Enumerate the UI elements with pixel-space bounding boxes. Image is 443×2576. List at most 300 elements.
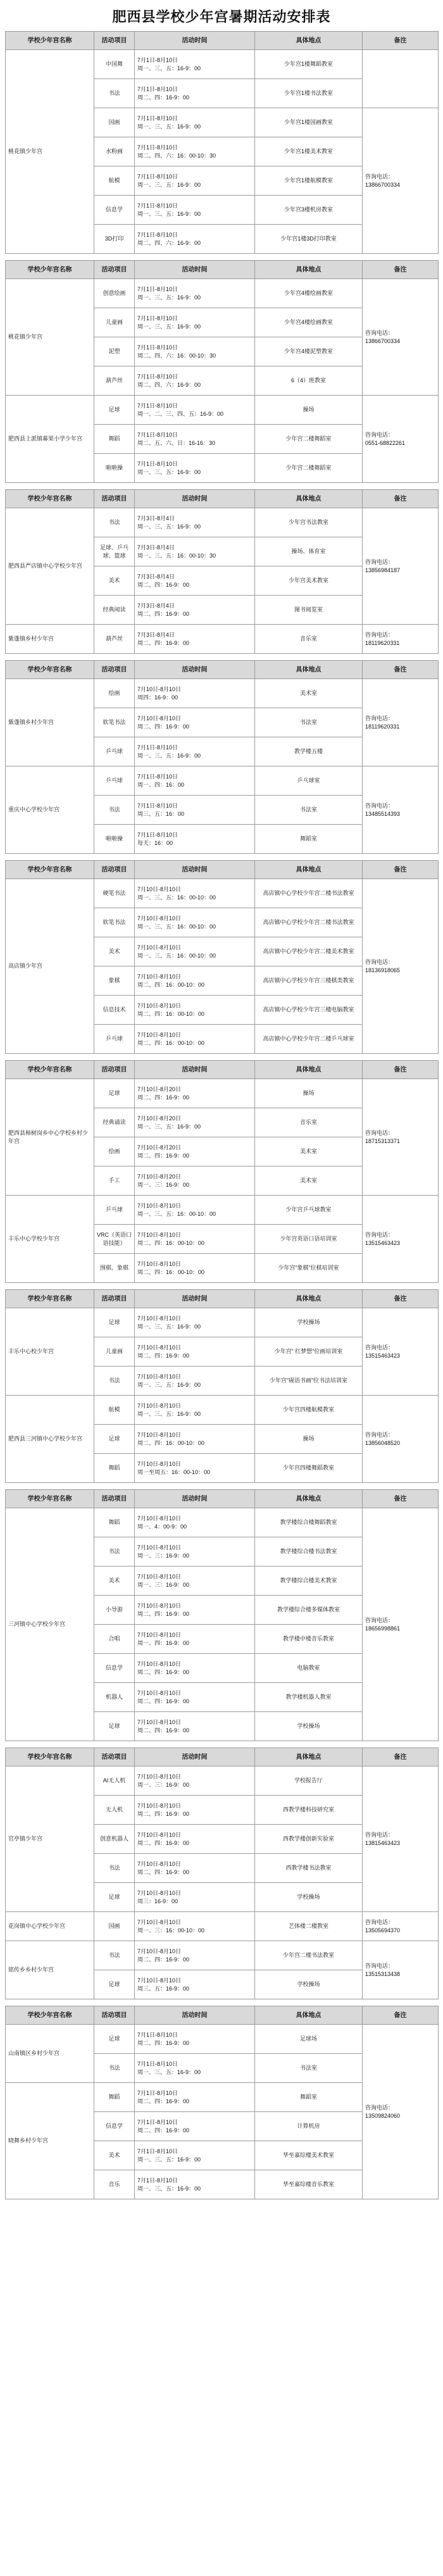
- column-header: 备注: [363, 261, 439, 279]
- school-name-cell: 肥西县上派镇幕果小学少年宫: [6, 396, 94, 483]
- activity-cell: 创意绘画: [94, 279, 135, 308]
- place-cell: 操场: [255, 1425, 363, 1454]
- column-header: 活动项目: [94, 2006, 135, 2025]
- note-cell: 咨询电话： 13515313438: [363, 1941, 439, 1999]
- time-cell: 7月10日-8月10日 周二、四：16：00-10：00: [135, 1425, 255, 1454]
- place-cell: 操场: [255, 396, 363, 425]
- schedule-table: [5, 1289, 439, 1483]
- time-cell: 7月10日-8月10日 周一、三：16-9：00: [135, 1566, 255, 1596]
- activity-cell: 合唱: [94, 1625, 135, 1654]
- column-header: 备注: [363, 1061, 439, 1079]
- school-name-cell: 铭传乡乡村少年宫: [6, 1941, 94, 1999]
- school-name-cell: 三河镇中心学校少年宫: [6, 1508, 94, 1741]
- time-cell: 7月1日-8月10日 周一、三、五：16-9：00: [135, 2170, 255, 2199]
- place-cell: 少年宫四楼航模教室: [255, 1396, 363, 1425]
- activity-cell: 足球: [94, 1308, 135, 1337]
- activity-cell: 绘画: [94, 1137, 135, 1166]
- activity-cell: 软笔书法: [94, 708, 135, 737]
- time-cell: 7月10日-8月20日 周二、四：16-9：00: [135, 1137, 255, 1166]
- activity-cell: 书法: [94, 796, 135, 825]
- time-cell: 7月10日-8月10日 周一、三、五：16：00-10：00: [135, 908, 255, 937]
- table-row: [6, 766, 439, 796]
- place-cell: 少年宫四楼舞蹈教室: [255, 1454, 363, 1483]
- activity-cell: 啦啦操: [94, 454, 135, 483]
- time-cell: 7月1日-8月10日 周二、四：16-9：00: [135, 2083, 255, 2112]
- place-cell: 艺体楼二楼教室: [255, 1912, 363, 1941]
- column-header: 活动项目: [94, 1748, 135, 1766]
- time-cell: 7月1日-8月10日 周二、五、六、日：16-16：30: [135, 425, 255, 454]
- table-row: [6, 1196, 439, 1225]
- place-cell: 少年宫“ 红梦想”位画培训室: [255, 1337, 363, 1366]
- note-cell: 咨询电话： 13856048520: [363, 1396, 439, 1483]
- place-cell: 学校操场: [255, 1308, 363, 1337]
- place-cell: 少年宫二楼舞蹈室: [255, 425, 363, 454]
- school-name-cell: 紫蓬镇乡村少年宫: [6, 625, 94, 654]
- school-name-cell: 山南镇区乡村少年宫: [6, 2025, 94, 2083]
- time-cell: 7月10日-8月10日 周二、四：16：00-10：00: [135, 966, 255, 996]
- time-cell: 7月1日-8月10日 周二、四：16-9：00: [135, 2112, 255, 2141]
- school-name-cell: 丰乐中心校少年宫: [6, 1308, 94, 1396]
- activity-cell: 信息学: [94, 1654, 135, 1683]
- time-cell: 7月10日-8月10日 周二、四：16-9：00: [135, 708, 255, 737]
- note-cell: [363, 50, 439, 108]
- place-cell: 教学楼五楼: [255, 737, 363, 766]
- place-cell: 少年宫乒乓球教室: [255, 1196, 363, 1225]
- activity-cell: 软笔书法: [94, 908, 135, 937]
- activity-cell: 足球: [94, 1970, 135, 1999]
- activity-cell: 围棋、象棋: [94, 1254, 135, 1283]
- activity-cell: 儿童画: [94, 308, 135, 337]
- column-header: 备注: [363, 490, 439, 508]
- time-cell: 7月10日-8月10日 周二、四：16-9：00: [135, 1596, 255, 1625]
- place-cell: 教学楼中楼音乐教室: [255, 1625, 363, 1654]
- place-cell: 书法室: [255, 2054, 363, 2083]
- table-row: [6, 1766, 439, 1796]
- activity-cell: 美术: [94, 566, 135, 596]
- table-header-row: [6, 261, 439, 279]
- column-header: 备注: [363, 1290, 439, 1308]
- time-cell: 7月10日-8月10日 周二、四：16-9：00: [135, 1825, 255, 1854]
- column-header: 具体地点: [255, 1290, 363, 1308]
- time-cell: 7月10日-8月10日 周一、三、五：16：00-10：00: [135, 937, 255, 966]
- school-name-cell: 肥西县三河镇中心学校少年宫: [6, 1396, 94, 1483]
- column-header: 学校少年宫名称: [6, 1748, 94, 1766]
- time-cell: 7月10日-8月10日 周四：16-9：00: [135, 679, 255, 708]
- table-row: [6, 2025, 439, 2054]
- school-name-cell: 高店镇少年宫: [6, 879, 94, 1054]
- time-cell: 7月1日-8月10日 周一、三、五：16-9：00: [135, 50, 255, 79]
- activity-cell: 葫芦丝: [94, 366, 135, 396]
- time-cell: 7月10日-8月10日 周三、五：16-9：00: [135, 1970, 255, 1999]
- schedule-table: [5, 489, 439, 654]
- activity-cell: 乒乓球: [94, 1025, 135, 1054]
- place-cell: 少年宫1楼航模教室: [255, 166, 363, 196]
- activity-cell: 音乐: [94, 2170, 135, 2199]
- place-cell: 学校报告厅: [255, 1766, 363, 1796]
- school-name-cell: 桃花镇少年宫: [6, 279, 94, 396]
- column-header: 具体地点: [255, 1061, 363, 1079]
- schedule-section: [5, 489, 438, 654]
- column-header: 活动时间: [135, 661, 255, 679]
- place-cell: 西教学楼书法教室: [255, 1854, 363, 1883]
- place-cell: 少年宫英语口语培训室: [255, 1225, 363, 1254]
- place-cell: 少年宫“砚语书画”位书法培训室: [255, 1366, 363, 1396]
- note-cell: 咨询电话： 18715313371: [363, 1079, 439, 1196]
- time-cell: 7月1日-8月10日 每天：16：00: [135, 825, 255, 854]
- activity-cell: 舞蹈: [94, 1508, 135, 1537]
- place-cell: 学校操场: [255, 1970, 363, 1999]
- activity-cell: 手工: [94, 1166, 135, 1196]
- time-cell: 7月10日-8月10日 周一、三、五：16：00-10：00: [135, 879, 255, 908]
- activity-cell: 儿童画: [94, 1337, 135, 1366]
- activity-cell: 机器人: [94, 1683, 135, 1712]
- place-cell: 高店镇中心学校少年宫二楼乒乓球室: [255, 1025, 363, 1054]
- place-cell: 6（4）班教室: [255, 366, 363, 396]
- school-name-cell: 丰乐中心学校少年宫: [6, 1196, 94, 1283]
- activity-cell: 信息技术: [94, 996, 135, 1025]
- activity-cell: 书法: [94, 79, 135, 108]
- place-cell: 高店镇中心学校少年宫二楼书法教室: [255, 879, 363, 908]
- column-header: 活动时间: [135, 2006, 255, 2025]
- table-row: [6, 279, 439, 308]
- column-header: 活动时间: [135, 32, 255, 50]
- time-cell: 7月10日-8月10日 周二、四：16-9：00: [135, 1796, 255, 1825]
- time-cell: 7月1日-8月10日 周一、三、五：16-9：00: [135, 108, 255, 137]
- column-header: 活动时间: [135, 861, 255, 879]
- time-cell: 7月10日-8月10日 周二、四：16-9：00: [135, 1654, 255, 1683]
- time-cell: 7月3日-8月4日 周二、四：16-9：00: [135, 596, 255, 625]
- school-name-cell: 晓舞乡村少年宫: [6, 2083, 94, 2199]
- activity-cell: 足球: [94, 396, 135, 425]
- activity-cell: 水粉画: [94, 137, 135, 166]
- place-cell: 图书阅览室: [255, 596, 363, 625]
- time-cell: 7月1日-8月10日 周一、三、五：16-9：00: [135, 279, 255, 308]
- place-cell: 西教学楼创新实验室: [255, 1825, 363, 1854]
- column-header: 备注: [363, 32, 439, 50]
- place-cell: 少年宫书法教室: [255, 508, 363, 537]
- note-cell: 咨询电话： 13515463423: [363, 1308, 439, 1396]
- schedule-table: [5, 1748, 439, 1999]
- schedule-section: [5, 1289, 438, 1483]
- activity-cell: 中国舞: [94, 50, 135, 79]
- column-header: 活动项目: [94, 32, 135, 50]
- time-cell: 7月1日-8月10日 周三、五：16：00: [135, 796, 255, 825]
- place-cell: 华至嘉综楼美术教室: [255, 2141, 363, 2170]
- schedule-section: [5, 660, 438, 854]
- time-cell: 7月1日-8月10日 周二、四、六：16-9：00: [135, 366, 255, 396]
- column-header: 活动项目: [94, 490, 135, 508]
- activity-cell: 书法: [94, 1537, 135, 1566]
- column-header: 具体地点: [255, 861, 363, 879]
- column-header: 活动时间: [135, 261, 255, 279]
- activity-cell: 无人机: [94, 1796, 135, 1825]
- activity-cell: 舞蹈: [94, 425, 135, 454]
- column-header: 活动项目: [94, 1290, 135, 1308]
- note-cell: 咨询电话： 13509824060: [363, 2025, 439, 2199]
- time-cell: 7月1日-8月10日 周一、二、三、四、五：16-9：00: [135, 396, 255, 425]
- column-header: 活动项目: [94, 1061, 135, 1079]
- column-header: 具体地点: [255, 2006, 363, 2025]
- column-header: 活动项目: [94, 1490, 135, 1508]
- schedule-section: [5, 1489, 438, 1741]
- column-header: 学校少年宫名称: [6, 261, 94, 279]
- time-cell: 7月10日-8月10日 周二、四：16：00-10：00: [135, 1254, 255, 1283]
- place-cell: 美术室: [255, 679, 363, 708]
- activity-cell: 书法: [94, 2054, 135, 2083]
- time-cell: 7月3日-8月4日 周一、三、五：16：00-10：30: [135, 537, 255, 566]
- place-cell: 教学楼综合楼舞蹈教室: [255, 1508, 363, 1537]
- time-cell: 7月10日-8月10日 周三：16-9：00: [135, 1883, 255, 1912]
- table-header-row: [6, 1490, 439, 1508]
- time-cell: 7月1日-8月10日 周一、三、五：16-9：00: [135, 2054, 255, 2083]
- table-row: [6, 679, 439, 708]
- activity-cell: 足球: [94, 2025, 135, 2054]
- place-cell: 书法室: [255, 796, 363, 825]
- table-row: [6, 1396, 439, 1425]
- time-cell: 7月10日-8月20日 周一、三：16-9：00: [135, 1166, 255, 1196]
- time-cell: 7月10日-8月10日 周二、四：16：00-10：00: [135, 996, 255, 1025]
- page-title: 肥西县学校少年宫暑期活动安排表: [112, 9, 331, 25]
- activity-cell: 航模: [94, 1396, 135, 1425]
- place-cell: 高店镇中心学校少年宫三楼棋类教室: [255, 966, 363, 996]
- place-cell: 西教学楼科技研究室: [255, 1796, 363, 1825]
- sections-container: [0, 31, 443, 2199]
- schedule-table: [5, 860, 439, 1054]
- schedule-section: [5, 860, 438, 1054]
- activity-cell: 信息学: [94, 196, 135, 225]
- activity-cell: 绘画: [94, 679, 135, 708]
- place-cell: 操场、体育室: [255, 537, 363, 566]
- time-cell: 7月1日-8月10日 周一、三、五：16-9：00: [135, 166, 255, 196]
- time-cell: 7月1日-8月10日 周二、四、六：16-9：00: [135, 225, 255, 254]
- activity-cell: 象棋: [94, 966, 135, 996]
- activity-cell: 国画: [94, 108, 135, 137]
- time-cell: 7月10日-8月10日 周二、四：16-9：00: [135, 1712, 255, 1741]
- note-cell: 咨询电话： 18656998861: [363, 1508, 439, 1741]
- time-cell: 7月10日-8月20日 周二、四：16-9：00: [135, 1079, 255, 1108]
- table-row: [6, 1079, 439, 1108]
- activity-cell: 啦啦操: [94, 825, 135, 854]
- note-cell: 咨询电话： 18119620331: [363, 679, 439, 766]
- table-row: [6, 625, 439, 654]
- place-cell: 高店镇中心学校少年宫二楼美术教室: [255, 937, 363, 966]
- time-cell: 7月10日-8月10日 周一、三、五：16-9：00: [135, 1366, 255, 1396]
- school-name-cell: 肥西县严店镇中心学校少年宫: [6, 508, 94, 625]
- table-header-row: [6, 490, 439, 508]
- note-cell: 咨询电话： 13515463423: [363, 1196, 439, 1283]
- schedule-table: [5, 1489, 439, 1741]
- place-cell: 少年宫“象棋”位棋培训室: [255, 1254, 363, 1283]
- activity-cell: 泥塑: [94, 337, 135, 366]
- place-cell: 少年宫1楼3D打印教室: [255, 225, 363, 254]
- place-cell: 音乐室: [255, 1108, 363, 1137]
- place-cell: 华至嘉综楼音乐教室: [255, 2170, 363, 2199]
- schedule-table: [5, 2006, 439, 2199]
- note-cell: 咨询电话： 18119620331: [363, 625, 439, 654]
- time-cell: 7月10日-8月10日 周一、三：16-9：00: [135, 1537, 255, 1566]
- column-header: 备注: [363, 1748, 439, 1766]
- place-cell: 少年宫二楼书法教室: [255, 1941, 363, 1970]
- column-header: 活动时间: [135, 1290, 255, 1308]
- time-cell: 7月1日-8月10日 周一、四：16：00: [135, 766, 255, 796]
- activity-cell: 小导游: [94, 1596, 135, 1625]
- place-cell: 足球场: [255, 2025, 363, 2054]
- table-row: [6, 396, 439, 425]
- activity-cell: 硬笔书法: [94, 879, 135, 908]
- time-cell: 7月10日-8月10日 周一至周五：16：00-10：00: [135, 1454, 255, 1483]
- time-cell: 7月1日-8月10日 周二、四：16-9：00: [135, 2025, 255, 2054]
- time-cell: 7月10日-8月10日 周一、三：16：00-10：00: [135, 1912, 255, 1941]
- time-cell: 7月10日-8月10日 周二、四：16-9：00: [135, 1854, 255, 1883]
- schedule-section: [5, 31, 438, 254]
- table-header-row: [6, 2006, 439, 2025]
- place-cell: 少年宫1楼国画教室: [255, 108, 363, 137]
- note-cell: 咨询电话： 13505694370: [363, 1912, 439, 1941]
- column-header: 学校少年宫名称: [6, 32, 94, 50]
- column-header: 活动项目: [94, 661, 135, 679]
- activity-cell: 舞蹈: [94, 2083, 135, 2112]
- time-cell: 7月10日-8月10日 周二、四：16-9：00: [135, 1683, 255, 1712]
- note-cell: 咨询电话： 18136918065: [363, 879, 439, 1054]
- column-header: 备注: [363, 861, 439, 879]
- activity-cell: 3D打印: [94, 225, 135, 254]
- activity-cell: 足球: [94, 1883, 135, 1912]
- schedule-table: [5, 260, 439, 483]
- time-cell: 7月1日-8月10日 周一、三、五：16-9：00: [135, 196, 255, 225]
- activity-cell: 创意机器人: [94, 1825, 135, 1854]
- table-header-row: [6, 1290, 439, 1308]
- note-cell: 咨询电话： 13815463423: [363, 1766, 439, 1912]
- schedule-section: [5, 2006, 438, 2199]
- activity-cell: 舞蹈: [94, 1454, 135, 1483]
- place-cell: 乒乓球室: [255, 766, 363, 796]
- time-cell: 7月10日-8月10日 周一、三、五：16-9：00: [135, 1396, 255, 1425]
- column-header: 学校少年宫名称: [6, 861, 94, 879]
- time-cell: 7月3日-8月4日 周二、四：16-9：00: [135, 566, 255, 596]
- note-cell: 咨询电话： 0551-68822261: [363, 396, 439, 483]
- column-header: 学校少年宫名称: [6, 661, 94, 679]
- schedule-section: [5, 260, 438, 483]
- time-cell: 7月10日-8月10日 周一、四：16-9：00: [135, 1625, 255, 1654]
- column-header: 具体地点: [255, 490, 363, 508]
- table-header-row: [6, 32, 439, 50]
- schedule-section: [5, 1748, 438, 1999]
- activity-cell: 足球: [94, 1079, 135, 1108]
- table-row: [6, 1508, 439, 1537]
- note-cell: 咨询电话： 13856984187: [363, 508, 439, 625]
- table-row: [6, 1308, 439, 1337]
- note-cell: 咨询电话： 13866700334: [363, 108, 439, 254]
- schedule-section: [5, 1060, 438, 1283]
- place-cell: 少年宫1楼美术教室: [255, 137, 363, 166]
- column-header: 备注: [363, 661, 439, 679]
- table-row: [6, 1912, 439, 1941]
- schedule-table: [5, 660, 439, 854]
- place-cell: 高店镇中心学校少年宫三楼电脑教室: [255, 996, 363, 1025]
- activity-cell: 乒乓球: [94, 737, 135, 766]
- schedule-table: [5, 1060, 439, 1283]
- time-cell: 7月1日-8月10日 周二、四、六：16：00-10：30: [135, 137, 255, 166]
- table-header-row: [6, 1748, 439, 1766]
- place-cell: 美术室: [255, 1166, 363, 1196]
- time-cell: 7月10日-8月10日 周一、4：00-9：00: [135, 1508, 255, 1537]
- activity-cell: 信息学: [94, 2112, 135, 2141]
- column-header: 学校少年宫名称: [6, 1490, 94, 1508]
- activity-cell: VRC（英语口语技能）: [94, 1225, 135, 1254]
- place-cell: 少年宫3楼机房教室: [255, 196, 363, 225]
- school-name-cell: 重庆中心学校少年宫: [6, 766, 94, 854]
- time-cell: 7月10日-8月10日 周二、四：16：00-10：00: [135, 1025, 255, 1054]
- column-header: 备注: [363, 1490, 439, 1508]
- place-cell: 教学楼综合楼多媒体教室: [255, 1596, 363, 1625]
- place-cell: 舞蹈室: [255, 2083, 363, 2112]
- place-cell: 教学楼机器人教室: [255, 1683, 363, 1712]
- column-header: 具体地点: [255, 261, 363, 279]
- activity-cell: 乒乓球: [94, 766, 135, 796]
- place-cell: 音乐室: [255, 625, 363, 654]
- time-cell: 7月1日-8月10日 周二、四、六：16：00-10：30: [135, 337, 255, 366]
- activity-cell: 足球: [94, 1712, 135, 1741]
- activity-cell: 书法: [94, 1854, 135, 1883]
- activity-cell: 美术: [94, 2141, 135, 2170]
- activity-cell: 美术: [94, 937, 135, 966]
- time-cell: 7月10日-8月10日 周二、四：16：00-10：00: [135, 1225, 255, 1254]
- time-cell: 7月1日-8月10日 周一、三、五：16-9：00: [135, 308, 255, 337]
- column-header: 活动时间: [135, 1748, 255, 1766]
- activity-cell: 书法: [94, 508, 135, 537]
- activity-cell: 美术: [94, 1566, 135, 1596]
- table-header-row: [6, 661, 439, 679]
- place-cell: 美术室: [255, 1137, 363, 1166]
- activity-cell: 足球、乒乓球、篮球: [94, 537, 135, 566]
- school-name-cell: 肥西县柿树岗乡中心学校乡村少年宫: [6, 1079, 94, 1196]
- activity-cell: 书法: [94, 1366, 135, 1396]
- place-cell: 少年宫4楼绘画教室: [255, 279, 363, 308]
- column-header: 学校少年宫名称: [6, 1290, 94, 1308]
- place-cell: 教学楼综合楼书法教室: [255, 1537, 363, 1566]
- time-cell: 7月1日-8月10日 周一、三、五：16-9：00: [135, 737, 255, 766]
- school-name-cell: 桃花镇少年宫: [6, 50, 94, 254]
- column-header: 学校少年宫名称: [6, 2006, 94, 2025]
- activity-cell: AI无人机: [94, 1766, 135, 1796]
- note-cell: 咨询电话： 13866700334: [363, 279, 439, 396]
- activity-cell: 足球: [94, 1425, 135, 1454]
- place-cell: 少年宫1楼书法教室: [255, 79, 363, 108]
- place-cell: 学校操场: [255, 1712, 363, 1741]
- column-header: 备注: [363, 2006, 439, 2025]
- column-header: 活动时间: [135, 490, 255, 508]
- place-cell: 计算机房: [255, 2112, 363, 2141]
- column-header: 学校少年宫名称: [6, 1061, 94, 1079]
- column-header: 具体地点: [255, 1748, 363, 1766]
- school-name-cell: 花岗镇中心学校少年宫: [6, 1912, 94, 1941]
- place-cell: 教学楼综合楼美术教室: [255, 1566, 363, 1596]
- time-cell: 7月3日-8月4日 周二、四：16-9：00: [135, 625, 255, 654]
- place-cell: 少年宫4楼绘画教室: [255, 308, 363, 337]
- table-row: [6, 879, 439, 908]
- time-cell: 7月10日-8月10日 周一、三、五：16-9：00: [135, 1308, 255, 1337]
- column-header: 活动时间: [135, 1061, 255, 1079]
- activity-cell: 经典诵读: [94, 1108, 135, 1137]
- time-cell: 7月1日-8月10日 周一、三、五：16-9：00: [135, 454, 255, 483]
- time-cell: 7月1日-8月10日 周二、四：16-9：00: [135, 79, 255, 108]
- table-row: [6, 1941, 439, 1970]
- column-header: 学校少年宫名称: [6, 490, 94, 508]
- time-cell: 7月3日-8月4日 周一、三、五：16-9：00: [135, 508, 255, 537]
- column-header: 活动项目: [94, 261, 135, 279]
- time-cell: 7月10日-8月10日 周一、三、五：16：00-10：00: [135, 1196, 255, 1225]
- time-cell: 7月10日-8月20日 周一、三、五：16-9：00: [135, 1108, 255, 1137]
